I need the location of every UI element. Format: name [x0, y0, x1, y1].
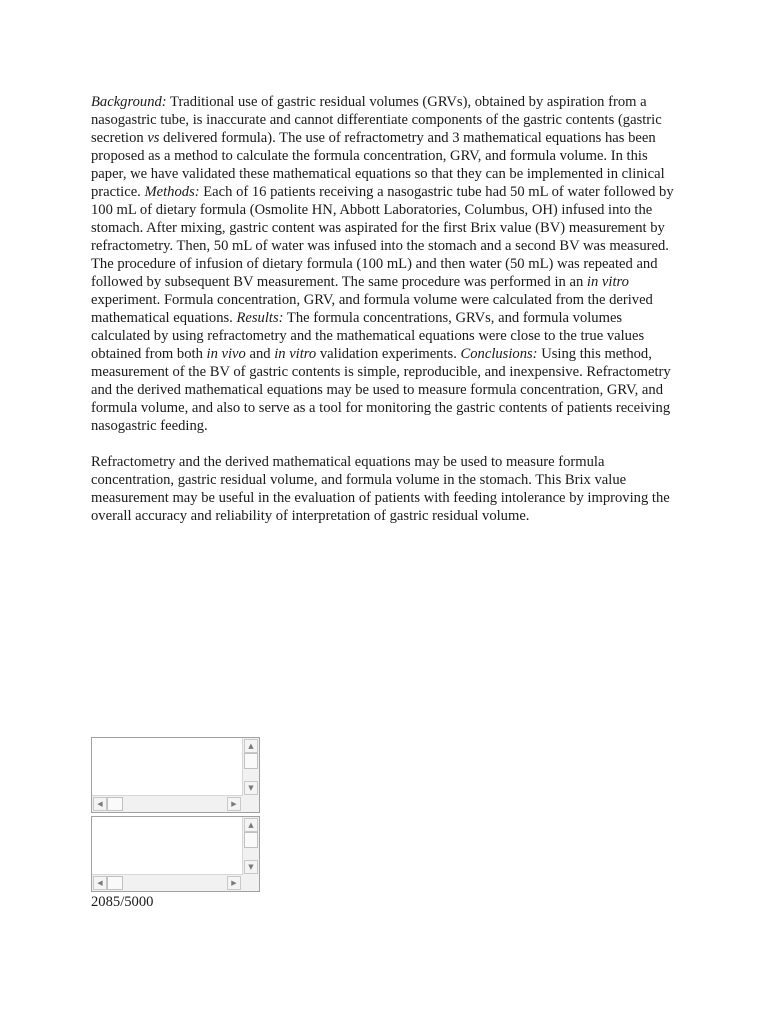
scroll-left-icon[interactable]: ◀ [93, 876, 107, 890]
vertical-scrollbar[interactable] [242, 738, 259, 796]
horizontal-scrollbar[interactable] [92, 795, 242, 812]
horizontal-scrollbar[interactable] [92, 874, 242, 891]
in-vitro-text-2: in vitro [274, 346, 317, 362]
target-textbox[interactable] [91, 816, 260, 892]
results-text: The formula concentrations, GRVs, and formula volumes calculated by using refractometry and the mathematical equations were close to the true values obtained from both [91, 310, 645, 362]
horizontal-scroll-thumb[interactable] [107, 797, 123, 811]
abstract-paragraph [91, 93, 681, 435]
scroll-left-icon[interactable]: ◀ [93, 797, 107, 811]
scroll-down-icon[interactable]: ▼ [244, 781, 258, 795]
scrollbar-corner [242, 875, 259, 891]
scrollbar-corner [242, 796, 259, 812]
background-label: Background: [91, 94, 167, 110]
vertical-scrollbar[interactable] [242, 817, 259, 875]
background-text: Traditional use of gastric residual volumes (GRVs), obtained by aspiration from a nasogastric tube, is inaccurate and cannot differentiate components of the gastric contents (gastric secretion [91, 94, 662, 146]
scroll-up-icon[interactable]: ▲ [244, 739, 258, 753]
document-body [91, 93, 681, 543]
horizontal-scroll-thumb[interactable] [107, 876, 123, 890]
vs-text: vs [147, 130, 160, 146]
scroll-right-icon[interactable]: ▶ [227, 876, 241, 890]
methods-text-2: experiment. Formula concentration, GRV, and formula volume were calculated from the derived mathematical equations. [91, 292, 653, 326]
and-text: and [245, 346, 275, 362]
scroll-up-icon[interactable]: ▲ [244, 818, 258, 832]
in-vivo-text: in vivo [206, 346, 246, 362]
source-textbox[interactable] [91, 737, 260, 813]
vertical-scroll-thumb[interactable] [244, 753, 258, 769]
methods-text: Each of 16 patients receiving a nasogastric tube had 50 mL of water followed by 100 mL of dietary formula (Osmolite HN, Abbott Laboratories, Columbus, OH) infused into the stomach. After mixing, gastric content was aspirated for the first Brix value (BV) measurement by refractometry. Then, 50 mL of water was infused into the stomach and a second BV was measured. The procedure of infusion of dietary formula (100 mL) and then water (50 mL) was repeated and followed by subsequent BV measurement. The same procedure was performed in an [91, 184, 674, 290]
results-text-2: validation experiments. [316, 346, 461, 362]
scroll-right-icon[interactable]: ▶ [227, 797, 241, 811]
methods-label: Methods: [144, 184, 200, 200]
conclusions-text: Using this method, measurement of the BV of gastric contents is simple, reproducible, and inexpensive. Refractometry and the derived mathematical equations may be used to measure formula concentration, GRV, and formula volume, and also to serve as a tool for monitoring the gastric contents of patients receiving nasogastric feeding. [91, 346, 671, 434]
vertical-scroll-thumb[interactable] [244, 832, 258, 848]
character-counter: 2085/5000 [91, 894, 154, 910]
results-label: Results: [236, 310, 284, 326]
summary-paragraph: Refractometry and the derived mathematical equations may be used to measure formula concentration, gastric residual volume, and formula volume in the stomach. This Brix value measurement may be useful in the evaluation of patients with feeding intolerance by improving the overall accuracy and reliability of interpretation of gastric residual volume. [91, 454, 670, 524]
in-vitro-text: in vitro [586, 274, 629, 290]
background-text-2: delivered formula). The use of refractometry and 3 mathematical equations has been proposed as a method to calculate the formula concentration, GRV, and formula volume. In this paper, we have validated these mathematical equations so that they can be implemented in clinical practice. [91, 130, 665, 200]
target-text-area[interactable] [92, 817, 242, 875]
conclusions-label: Conclusions: [460, 346, 538, 362]
scroll-down-icon[interactable]: ▼ [244, 860, 258, 874]
source-text-area[interactable] [92, 738, 242, 796]
